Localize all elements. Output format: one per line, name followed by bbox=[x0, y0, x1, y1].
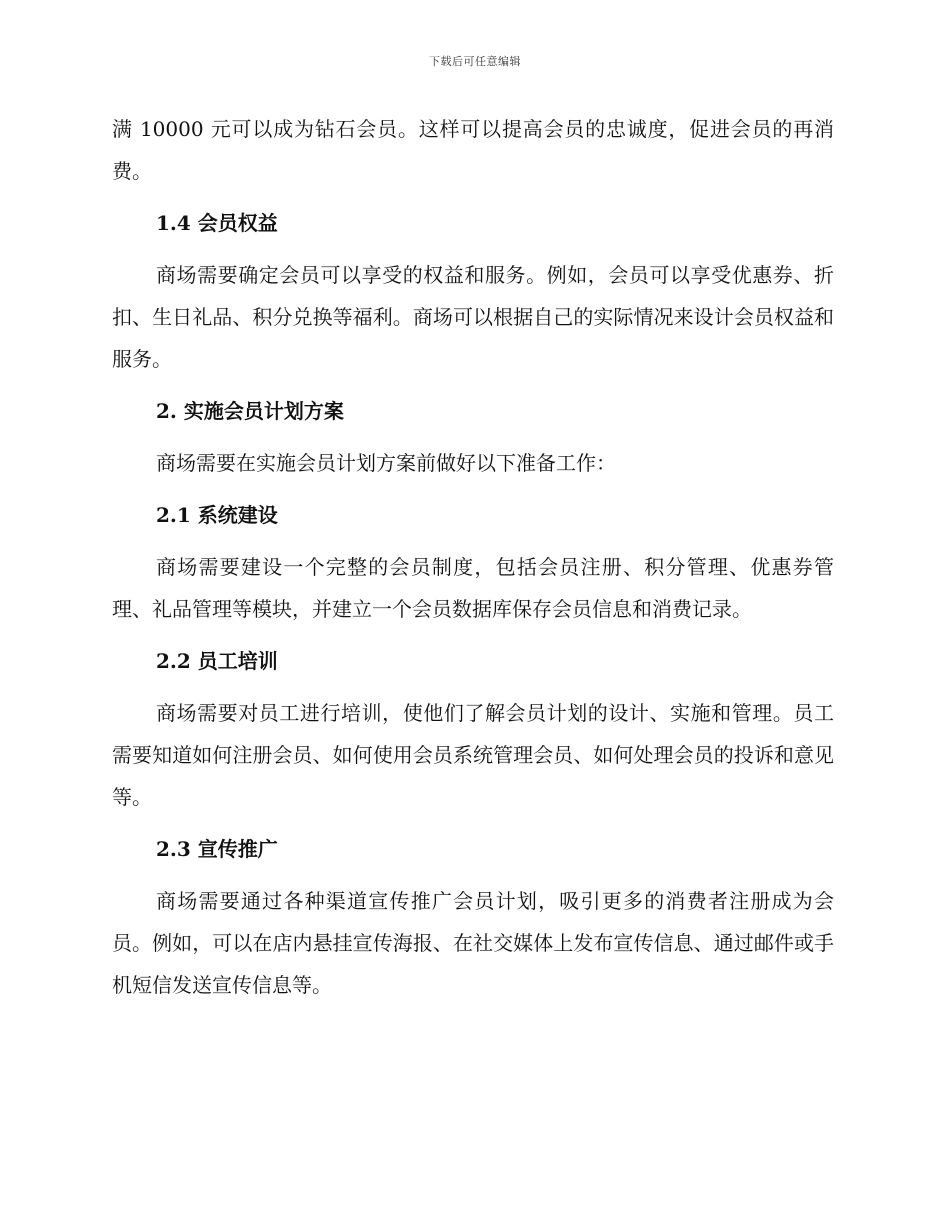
document-body bbox=[112, 108, 834, 1006]
heading-2-1: 2.1 系统建设 bbox=[156, 503, 278, 527]
paragraph-system-building: 商场需要建设一个完整的会员制度，包括会员注册、积分管理、优惠券管理、礼品管理等模块，并建立一个会员数据库保存会员信息和消费记录。 bbox=[112, 555, 834, 621]
heading-1-4: 1.4 会员权益 bbox=[156, 211, 278, 235]
paragraph-staff-training: 商场需要对员工进行培训，使他们了解会员计划的设计、实施和管理。员工需要知道如何注册会员、如何使用会员系统管理会员、如何处理会员的投诉和意见等。 bbox=[112, 701, 834, 809]
heading-2: 2. 实施会员计划方案 bbox=[156, 399, 344, 423]
paragraph-member-benefits: 商场需要确定会员可以享受的权益和服务。例如，会员可以享受优惠券、折扣、生日礼品、积分兑换等福利。商场可以根据自己的实际情况来设计会员权益和服务。 bbox=[112, 263, 834, 371]
heading-2-3: 2.3 宣传推广 bbox=[156, 837, 278, 861]
heading-2-2: 2.2 员工培训 bbox=[156, 649, 278, 673]
paragraph-preparation: 商场需要在实施会员计划方案前做好以下准备工作： bbox=[156, 451, 616, 475]
paragraph-continued: 满 10000 元可以成为钻石会员。这样可以提高会员的忠诚度，促进会员的再消费。 bbox=[112, 117, 834, 183]
paragraph-promotion: 商场需要通过各种渠道宣传推广会员计划，吸引更多的消费者注册成为会员。例如，可以在店内悬挂宣传海报、在社交媒体上发布宣传信息、通过邮件或手机短信发送宣传信息等。 bbox=[112, 889, 834, 997]
page-header: 下载后可任意编辑 bbox=[429, 55, 521, 68]
